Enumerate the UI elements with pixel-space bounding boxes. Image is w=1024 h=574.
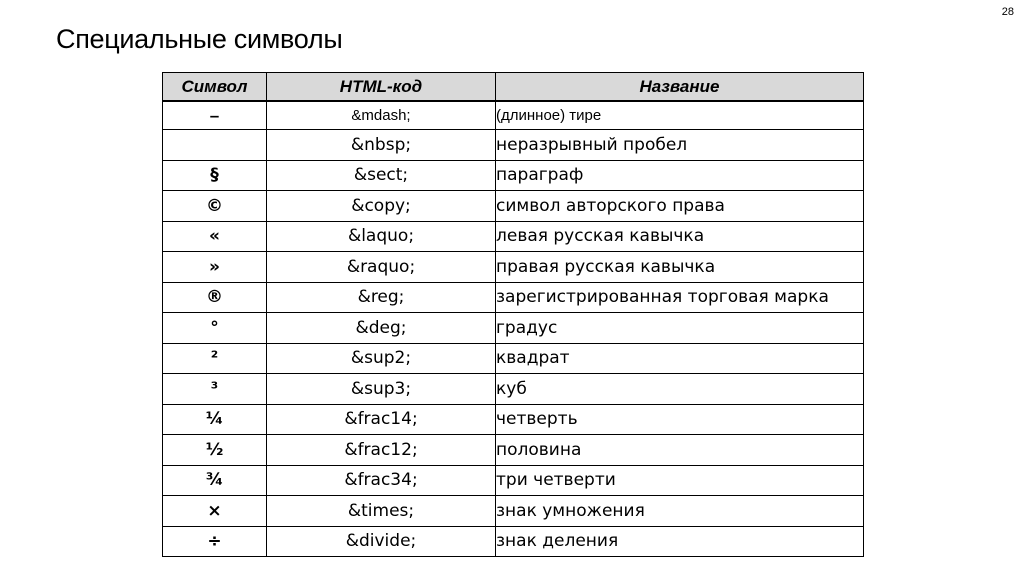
table-row bbox=[163, 374, 864, 405]
table-row bbox=[163, 191, 864, 222]
table-row bbox=[163, 313, 864, 344]
name-cell: четверть bbox=[496, 404, 864, 435]
table-header-row bbox=[163, 73, 864, 102]
code-cell: &laquo; bbox=[267, 221, 496, 252]
symbol-cell: ® bbox=[163, 282, 267, 313]
code-cell: &mdash; bbox=[267, 101, 496, 130]
code-cell: &deg; bbox=[267, 313, 496, 344]
name-cell: квадрат bbox=[496, 343, 864, 374]
table-row bbox=[163, 252, 864, 283]
symbol-cell: « bbox=[163, 221, 267, 252]
name-cell: левая русская кавычка bbox=[496, 221, 864, 252]
code-cell: &frac34; bbox=[267, 465, 496, 496]
name-cell: (длинное) тире bbox=[496, 101, 864, 130]
code-cell: &copy; bbox=[267, 191, 496, 222]
name-cell: правая русская кавычка bbox=[496, 252, 864, 283]
symbol-cell: © bbox=[163, 191, 267, 222]
symbol-cell: ¼ bbox=[163, 404, 267, 435]
table-row bbox=[163, 282, 864, 313]
symbol-cell: ° bbox=[163, 313, 267, 344]
symbol-cell: ½ bbox=[163, 435, 267, 466]
code-cell: &nbsp; bbox=[267, 130, 496, 161]
table-row bbox=[163, 404, 864, 435]
code-cell: &times; bbox=[267, 496, 496, 527]
name-cell: символ авторского права bbox=[496, 191, 864, 222]
table-row bbox=[163, 343, 864, 374]
code-cell: &divide; bbox=[267, 526, 496, 557]
table-row bbox=[163, 435, 864, 466]
header-name: Название bbox=[496, 73, 864, 102]
table-row bbox=[163, 101, 864, 130]
name-cell: зарегистрированная торговая марка bbox=[496, 282, 864, 313]
table-row bbox=[163, 130, 864, 161]
symbol-cell bbox=[163, 130, 267, 161]
name-cell: куб bbox=[496, 374, 864, 405]
code-cell: &raquo; bbox=[267, 252, 496, 283]
name-cell: три четверти bbox=[496, 465, 864, 496]
table-row bbox=[163, 465, 864, 496]
slide-title: Специальные символы bbox=[56, 24, 343, 54]
name-cell: знак умножения bbox=[496, 496, 864, 527]
symbol-cell: » bbox=[163, 252, 267, 283]
table-row bbox=[163, 221, 864, 252]
name-cell: неразрывный пробел bbox=[496, 130, 864, 161]
code-cell: &sect; bbox=[267, 160, 496, 191]
code-cell: &frac14; bbox=[267, 404, 496, 435]
symbol-cell: ² bbox=[163, 343, 267, 374]
code-cell: &reg; bbox=[267, 282, 496, 313]
name-cell: градус bbox=[496, 313, 864, 344]
header-html-code: HTML-код bbox=[267, 73, 496, 102]
name-cell: половина bbox=[496, 435, 864, 466]
symbol-cell: × bbox=[163, 496, 267, 527]
code-cell: &sup2; bbox=[267, 343, 496, 374]
symbol-cell: § bbox=[163, 160, 267, 191]
table-row bbox=[163, 526, 864, 557]
table-row bbox=[163, 496, 864, 527]
name-cell: параграф bbox=[496, 160, 864, 191]
table-row bbox=[163, 160, 864, 191]
code-cell: &sup3; bbox=[267, 374, 496, 405]
header-symbol: Символ bbox=[163, 73, 267, 102]
special-symbols-table bbox=[162, 72, 864, 557]
symbol-cell: ÷ bbox=[163, 526, 267, 557]
code-cell: &frac12; bbox=[267, 435, 496, 466]
symbol-cell: ³ bbox=[163, 374, 267, 405]
name-cell: знак деления bbox=[496, 526, 864, 557]
symbol-cell: ¾ bbox=[163, 465, 267, 496]
symbol-cell: – bbox=[163, 101, 267, 130]
page-number: 28 bbox=[1001, 6, 1014, 18]
